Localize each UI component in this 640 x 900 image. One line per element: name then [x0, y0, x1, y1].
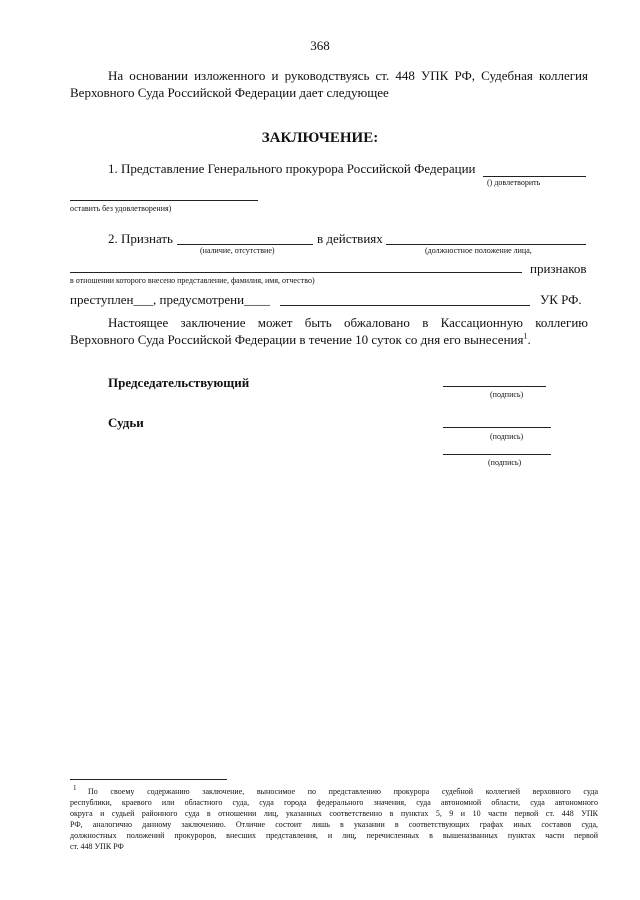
- item2-hint-1: (наличие, отсутствие): [200, 246, 275, 255]
- footnote-line-4: РФ, аналогично данному заключению. Отличие состоит лишь в указании в соответствующих графах иных составов суда,: [70, 820, 598, 829]
- footnote-line-1: По своему содержанию заключение, выносимое по представлению прокурора судебной коллегией верховного суда: [88, 787, 598, 796]
- item2-hint-2: (должностное положение лица,: [425, 246, 532, 255]
- chair-signature-hint: (подпись): [490, 390, 524, 399]
- appeal-line-1: Настоящее заключение может быть обжаловано в Кассационную коллегию: [108, 315, 588, 330]
- document-heading: ЗАКЛЮЧЕНИЕ:: [261, 130, 379, 146]
- judge1-signature-hint: (подпись): [490, 432, 524, 441]
- item2-blank-2: [386, 244, 586, 245]
- item1-hint-right: () довлетворить: [487, 178, 541, 187]
- item1-text: 1. Представление Генерального прокурора Российской Федерации: [108, 161, 476, 176]
- intro-line-1: На основании изложенного и руководствуясь ст. 448 УПК РФ, Судебная коллегия: [108, 68, 588, 83]
- judge2-signature-line: [443, 454, 551, 455]
- page-number: 368: [310, 38, 330, 53]
- judge2-signature-hint: (подпись): [488, 458, 522, 467]
- footnote-line-6: ст. 448 УПК РФ: [70, 842, 124, 851]
- item1-blank-left: [70, 200, 258, 201]
- item2-hint-3: в отношении которого внесено представление, фамилия, имя, отчество): [70, 276, 315, 285]
- appeal-line-2-end: .: [527, 332, 531, 347]
- judges-label: Судьи: [108, 415, 144, 430]
- chair-signature-line: [443, 386, 546, 387]
- item1-hint-left: оставить без удовлетворения): [70, 204, 172, 213]
- item2-middle: в действиях: [317, 231, 383, 246]
- intro-line-2: Верховного Суда Российской Федерации дает следующее: [70, 85, 389, 100]
- footnote-line-2: республики, краевого или областного суда, суда города федерального значения, суда автономной области, суда автономного: [70, 798, 598, 807]
- footnote-mark: 1: [73, 784, 77, 792]
- footnote-line-5: должностных положений прокуроров, внесших представления, и лиц, перечисленных в вышеназванных пунктах части первой: [70, 831, 598, 840]
- item2-blank-1: [177, 244, 313, 245]
- item2-prefix: 2. Признать: [108, 231, 173, 246]
- item2-blank-4: [280, 305, 530, 306]
- judge1-signature-line: [443, 427, 551, 428]
- footnote-separator: [70, 779, 227, 780]
- item2-crimes: преступлен___, предусмотрени____: [70, 292, 271, 307]
- appeal-line-2: [70, 332, 531, 348]
- chair-label: Председательствующий: [108, 375, 250, 390]
- item2-code: УК РФ.: [540, 292, 582, 307]
- appeal-line-2-text: Верховного Суда Российской Федерации в течение 10 суток со дня его вынесения: [70, 332, 524, 347]
- appeal-footnote-mark: 1: [523, 331, 528, 341]
- item2-blank-3: [70, 272, 522, 273]
- footnote-line-3: округа и судьей районного суда в отношении лиц, указанных соответственно в пунктах 5, 9 и 10 части первой ст. 448 УПК: [70, 809, 598, 818]
- item1-blank-right: [483, 176, 586, 177]
- item2-signs: признаков: [530, 261, 587, 276]
